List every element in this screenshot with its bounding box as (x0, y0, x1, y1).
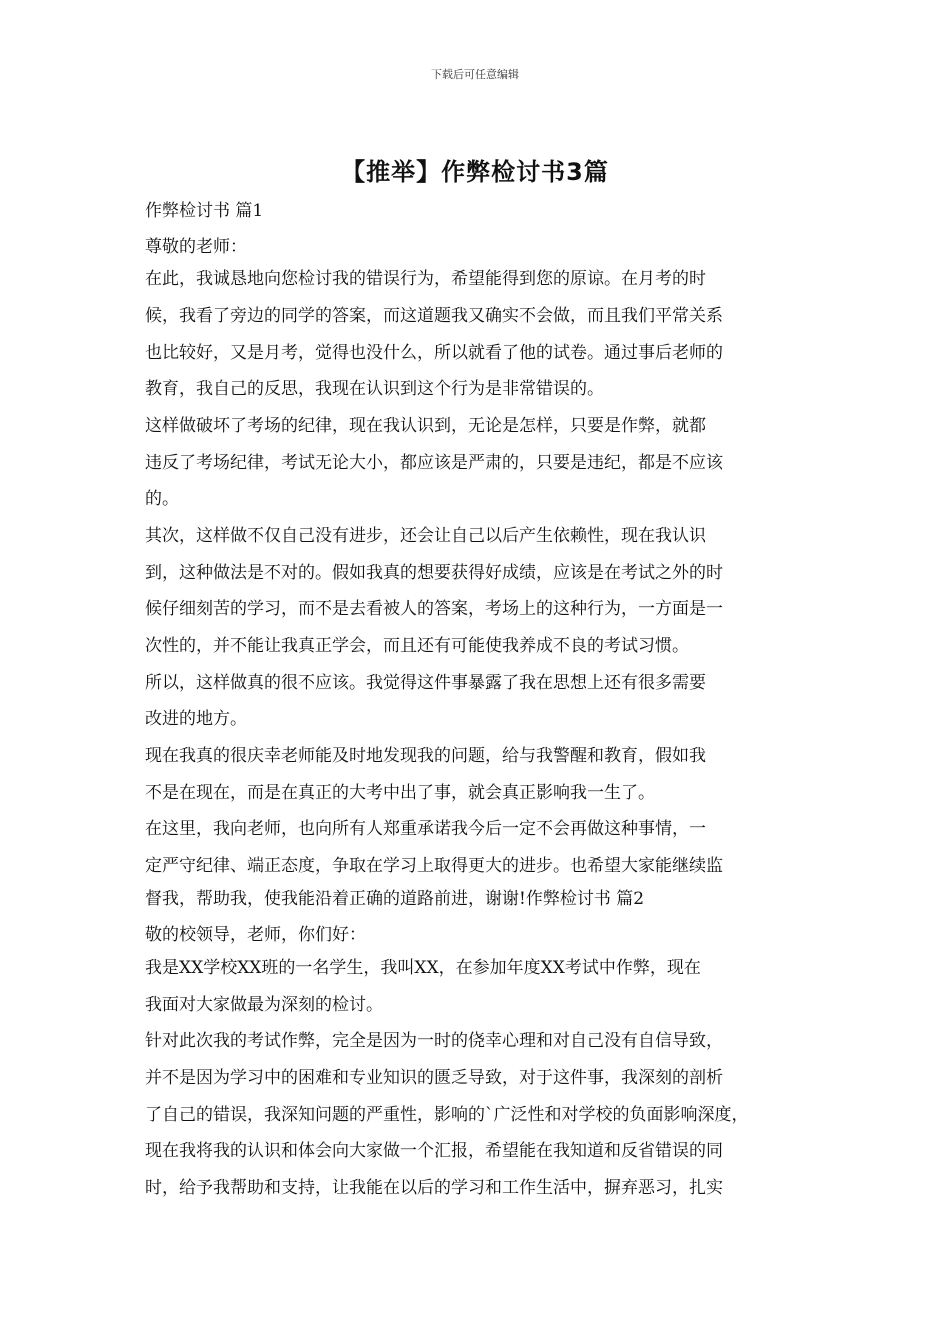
body-line: 违反了考场纪律，考试无论大小，都应该是严肃的，只要是违纪，都是不应该 (145, 453, 723, 473)
body-line: 针对此次我的考试作弊，完全是因为一时的侥幸心理和对自己没有自信导致， (145, 1031, 723, 1051)
body-line: 改进的地方。 (145, 709, 247, 729)
body-line: 我面对大家做最为深刻的检讨。 (145, 995, 383, 1015)
body-line: 在这里，我向老师，也向所有人郑重承诺我今后一定不会再做这种事情，一 (145, 819, 706, 839)
body-line: 的。 (145, 489, 179, 509)
body-line: 所以，这样做真的很不应该。我觉得这件事暴露了我在思想上还有很多需要 (145, 673, 706, 693)
header-note: 下载后可任意编辑 (431, 68, 519, 81)
body-line: 教育，我自己的反思，我现在认识到这个行为是非常错误的。 (145, 379, 604, 399)
body-line: 到，这种做法是不对的。假如我真的想要获得好成绩，应该是在考试之外的时 (145, 563, 723, 583)
body-line: 时，给予我帮助和支持，让我能在以后的学习和工作生活中，摒弃恶习，扎实 (145, 1178, 723, 1198)
body-line: 也比较好，又是月考，觉得也没什么，所以就看了他的试卷。通过事后老师的 (145, 343, 723, 363)
body-line: 候仔细刻苦的学习，而不是去看被人的答案，考场上的这种行为，一方面是一 (145, 599, 723, 619)
body-line: 了自己的错误，我深知问题的严重性，影响的`广泛性和对学校的负面影响深度， (145, 1105, 749, 1125)
body-line: 督我，帮助我，使我能沿着正确的道路前进，谢谢!作弊检讨书 篇2 (145, 889, 645, 909)
body-line: 定严守纪律、端正态度，争取在学习上取得更大的进步。也希望大家能继续监 (145, 856, 723, 876)
body-line: 在此，我诚恳地向您检讨我的错误行为，希望能得到您的原谅。在月考的时 (145, 269, 706, 289)
body-line: 不是在现在，而是在真正的大考中出了事，就会真正影响我一生了。 (145, 783, 655, 803)
body-line: 其次，这样做不仅自己没有进步，还会让自己以后产生依赖性，现在我认识 (145, 526, 706, 546)
body-line: 并不是因为学习中的困难和专业知识的匮乏导致，对于这件事，我深刻的剖析 (145, 1068, 723, 1088)
body-line: 我是XX学校XX班的一名学生，我叫XX，在参加年度XX考试中作弊，现在 (145, 958, 701, 978)
body-line: 现在我真的很庆幸老师能及时地发现我的问题，给与我警醒和教育，假如我 (145, 746, 706, 766)
page-title: 【推举】作弊检讨书3篇 (341, 158, 609, 186)
body-line: 现在我将我的认识和体会向大家做一个汇报，希望能在我知道和反省错误的同 (145, 1141, 723, 1161)
body-line: 候，我看了旁边的同学的答案，而这道题我又确实不会做，而且我们平常关系 (145, 306, 723, 326)
body-line: 作弊检讨书 篇1 (145, 201, 264, 221)
body-line: 敬的校领导，老师，你们好： (145, 925, 366, 945)
body-line: 这样做破坏了考场的纪律，现在我认识到，无论是怎样，只要是作弊，就都 (145, 416, 706, 436)
body-line: 尊敬的老师： (145, 237, 247, 257)
body-line: 次性的，并不能让我真正学会，而且还有可能使我养成不良的考试习惯。 (145, 636, 689, 656)
